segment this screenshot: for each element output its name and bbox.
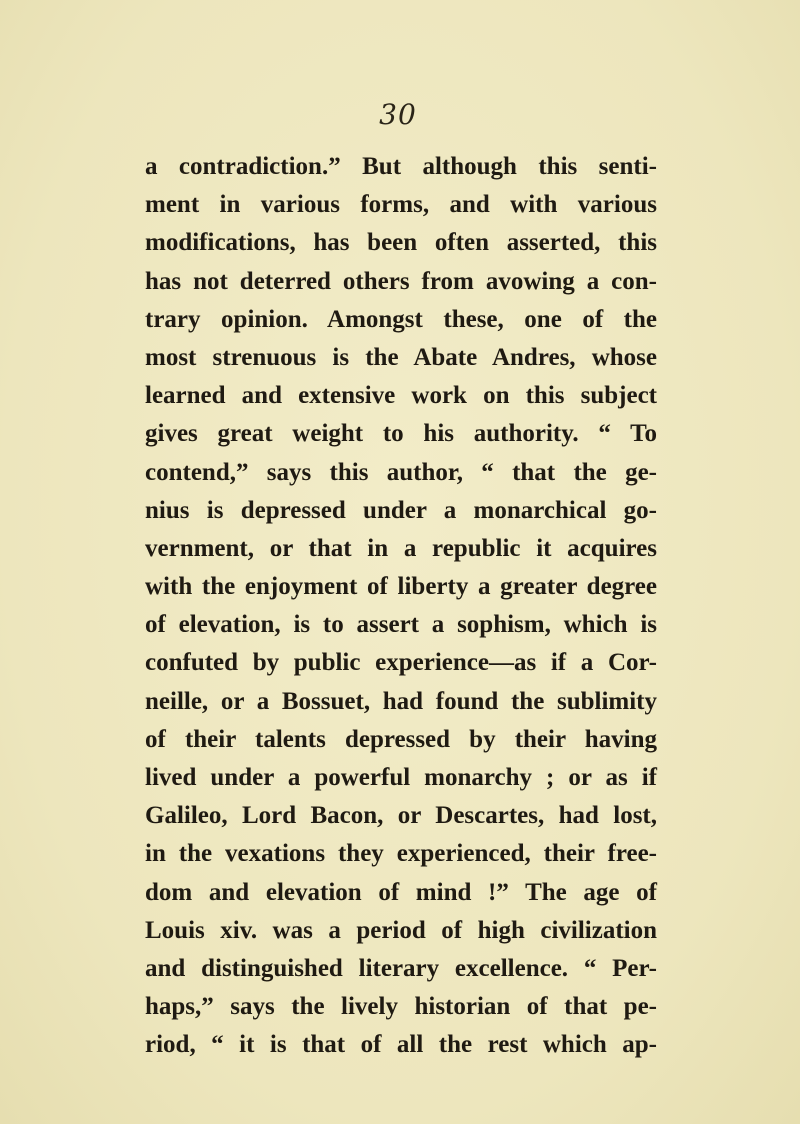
text-line: gives great weight to his authority. “ To bbox=[145, 420, 657, 448]
text-line: a contradiction.” But although this senti- bbox=[145, 153, 657, 180]
body-text bbox=[145, 148, 657, 1065]
text-line: most strenuous is the Abate Andres, whose bbox=[145, 343, 657, 371]
text-line: of elevation, is to assert a sophism, which is bbox=[145, 611, 657, 639]
text-line: haps,” says the lively historian of that pe- bbox=[145, 993, 657, 1021]
text-line: vernment, or that in a republic it acquires bbox=[145, 534, 657, 562]
text-line: confuted by public experience—as if a Cor- bbox=[145, 649, 657, 677]
text-line: with the enjoyment of liberty a greater degree bbox=[145, 573, 657, 601]
text-line: ment in various forms, and with various bbox=[145, 191, 657, 219]
text-line: and distinguished literary excellence. “ Per- bbox=[145, 954, 657, 982]
text-line: trary opinion. Amongst these, one of the bbox=[145, 305, 657, 333]
text-line: of their talents depressed by their having bbox=[145, 725, 657, 753]
text-line: Louis xiv. was a period of high civilization bbox=[145, 916, 657, 944]
text-line: riod, “ it is that of all the rest which ap- bbox=[145, 1031, 657, 1059]
page-number: 30 bbox=[379, 98, 417, 131]
text-line: has not deterred others from avowing a con- bbox=[145, 267, 657, 295]
text-line: neille, or a Bossuet, had found the sublimity bbox=[145, 687, 657, 715]
text-line: lived under a powerful monarchy ; or as if bbox=[145, 764, 657, 791]
text-line: modifications, has been often asserted, this bbox=[145, 229, 657, 257]
text-line: dom and elevation of mind !” The age of bbox=[145, 878, 657, 906]
text-line: contend,” says this author, “ that the ge- bbox=[145, 458, 657, 486]
text-line: learned and extensive work on this subject bbox=[145, 382, 657, 410]
text-line: in the vexations they experienced, their free- bbox=[145, 840, 657, 868]
text-line: Galileo, Lord Bacon, or Descartes, had lost, bbox=[145, 802, 657, 830]
text-line: nius is depressed under a monarchical go- bbox=[145, 496, 657, 524]
